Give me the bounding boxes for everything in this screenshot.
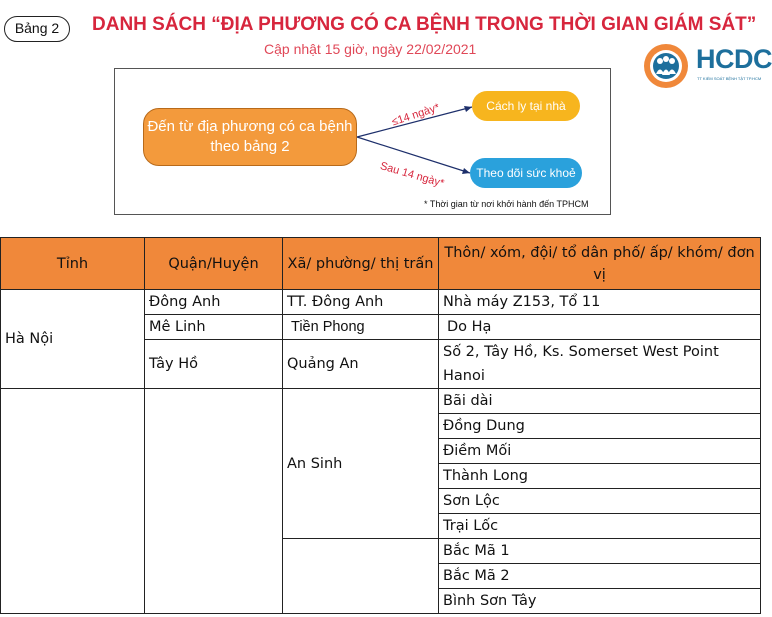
health-monitoring-box: Theo dõi sức khoẻ (470, 158, 582, 188)
district-cell: Mê Linh (145, 315, 283, 340)
commune-cell: TT. Đông Anh (283, 290, 439, 315)
col-unit: Thôn/ xóm, đội/ tổ dân phố/ ấp/ khóm/ đơn vị (439, 238, 761, 290)
locations-table (0, 237, 761, 614)
unit-cell: Sơn Lộc (439, 489, 761, 514)
unit-cell: Số 2, Tây Hồ, Ks. Somerset West Point Hanoi (439, 340, 761, 389)
table-row (1, 290, 761, 315)
home-quarantine-box: Cách ly tại nhà (472, 91, 580, 121)
unit-cell: Thành Long (439, 464, 761, 489)
province-cell: Hà Nội (1, 290, 145, 389)
hcdc-logo (642, 42, 772, 90)
after-14-days-label: Sau 14 ngày* (378, 160, 446, 190)
flow-diagram (114, 68, 611, 215)
commune-cell: Quảng An (283, 340, 439, 389)
hcdc-emblem-icon (642, 42, 692, 90)
col-province: Tỉnh (1, 238, 145, 290)
commune-cell: Tiền Phong (283, 315, 439, 340)
unit-cell: Bắc Mã 1 (439, 539, 761, 564)
district-cell-empty (145, 389, 283, 614)
page-title: DANH SÁCH “ĐỊA PHƯƠNG CÓ CA BỆNH TRONG THỜI GIAN GIÁM SÁT” (92, 14, 757, 35)
diagram-footnote: * Thời gian từ nơi khởi hành đến TPHCM (424, 199, 589, 209)
unit-cell: Bình Sơn Tây (439, 589, 761, 614)
commune-cell: An Sinh (283, 389, 439, 539)
province-cell-empty (1, 389, 145, 614)
origin-condition-box: Đến từ địa phương có ca bệnh theo bảng 2 (143, 108, 357, 166)
within-14-days-label: ≤14 ngày* (390, 101, 442, 129)
col-district: Quận/Huyện (145, 238, 283, 290)
unit-cell: Đồng Dung (439, 414, 761, 439)
table-row (1, 389, 761, 414)
unit-cell: Trại Lốc (439, 514, 761, 539)
unit-cell: Bãi dài (439, 389, 761, 414)
unit-cell: Bắc Mã 2 (439, 564, 761, 589)
unit-cell: Nhà máy Z153, Tổ 11 (439, 290, 761, 315)
commune-cell-empty (283, 539, 439, 614)
table-number-badge: Bảng 2 (4, 16, 70, 42)
unit-cell: Do Hạ (439, 315, 761, 340)
col-commune: Xã/ phường/ thị trấn (283, 238, 439, 290)
update-timestamp: Cập nhật 15 giờ, ngày 22/02/2021 (264, 41, 477, 57)
table-header-row (1, 238, 761, 290)
logo-subtext: TT KIỂM SOÁT BỆNH TẬT TP.HCM (697, 76, 762, 81)
district-cell: Tây Hồ (145, 340, 283, 389)
unit-cell: Điềm Mối (439, 439, 761, 464)
district-cell: Đông Anh (145, 290, 283, 315)
logo-text: HCDC (696, 44, 772, 74)
